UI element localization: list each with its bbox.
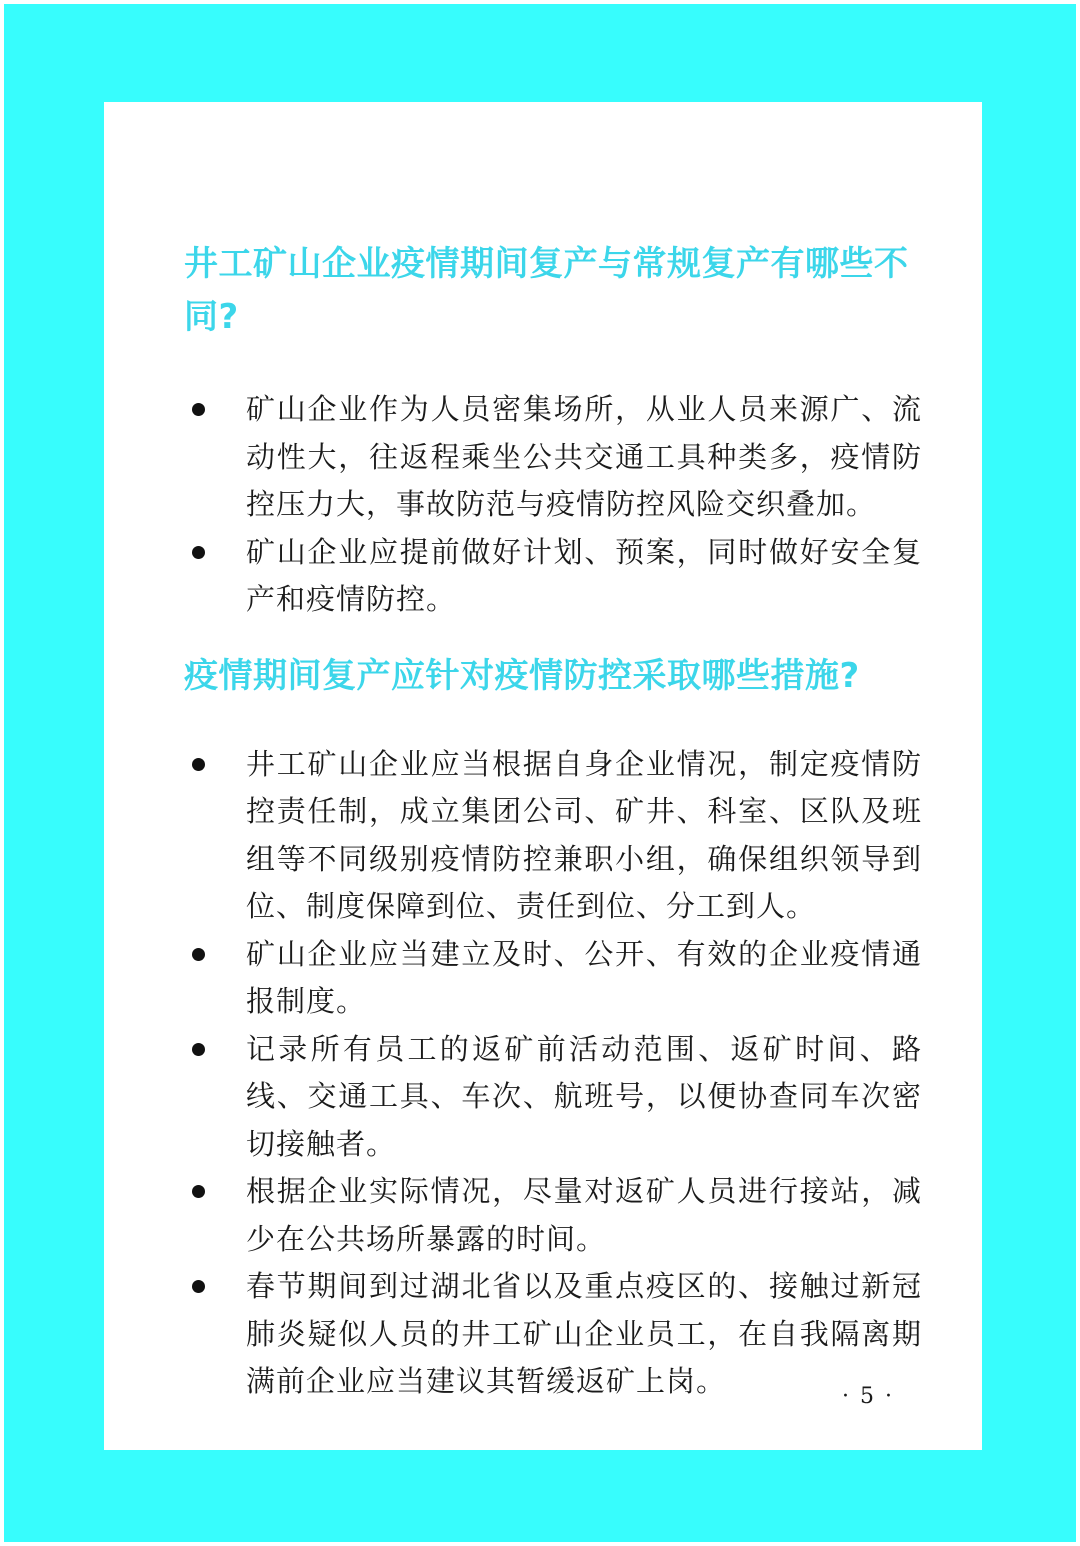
list-item [184,741,922,931]
list-item [184,529,922,624]
list-item-text: 记录所有员工的返矿前活动范围、返矿时间、路线、交通工具、车次、航班号，以便协查同车次密切接触者。 [246,1031,922,1161]
list-item-text: 矿山企业应提前做好计划、预案，同时做好安全复产和疫情防控。 [246,534,922,616]
list-item-text: 根据企业实际情况，尽量对返矿人员进行接站，减少在公共场所暴露的时间。 [246,1174,922,1256]
bullet-dot-icon [192,758,205,771]
section-heading-1: 井工矿山企业疫情期间复产与常规复产有哪些不同? [184,244,909,337]
list-item-text: 井工矿山企业应当根据自身企业情况，制定疫情防控责任制，成立集团公司、矿井、科室、区队及班组等不同级别疫情防控兼职小组，确保组织领导到位、制度保障到位、责任到位、分工到人。 [246,746,922,923]
bullet-list-2 [184,741,922,1406]
page-number: · 5 · [842,1384,894,1409]
page-content [184,238,922,1406]
page-paper [104,102,982,1450]
list-item [184,1168,922,1263]
section-heading-2: 疫情期间复产应针对疫情防控采取哪些措施? [184,655,860,696]
list-item [184,386,922,529]
bullet-dot-icon [192,1185,205,1198]
bullet-dot-icon [192,1043,205,1056]
bullet-dot-icon [192,546,205,559]
bullet-dot-icon [192,403,205,416]
page-frame [4,4,1076,1542]
list-item [184,1026,922,1169]
list-item-text: 矿山企业作为人员密集场所，从业人员来源广、流动性大，往返程乘坐公共交通工具种类多，疫情防控压力大，事故防范与疫情防控风险交织叠加。 [246,392,922,521]
bullet-list-1 [184,386,922,624]
bullet-dot-icon [192,948,205,961]
list-item [184,1263,922,1406]
bullet-dot-icon [192,1280,205,1293]
list-item [184,931,922,1026]
list-item-text: 春节期间到过湖北省以及重点疫区的、接触过新冠肺炎疑似人员的井工矿山企业员工，在自我隔离期满前企业应当建议其暂缓返矿上岗。 [246,1269,922,1398]
list-item-text: 矿山企业应当建立及时、公开、有效的企业疫情通报制度。 [246,936,922,1018]
